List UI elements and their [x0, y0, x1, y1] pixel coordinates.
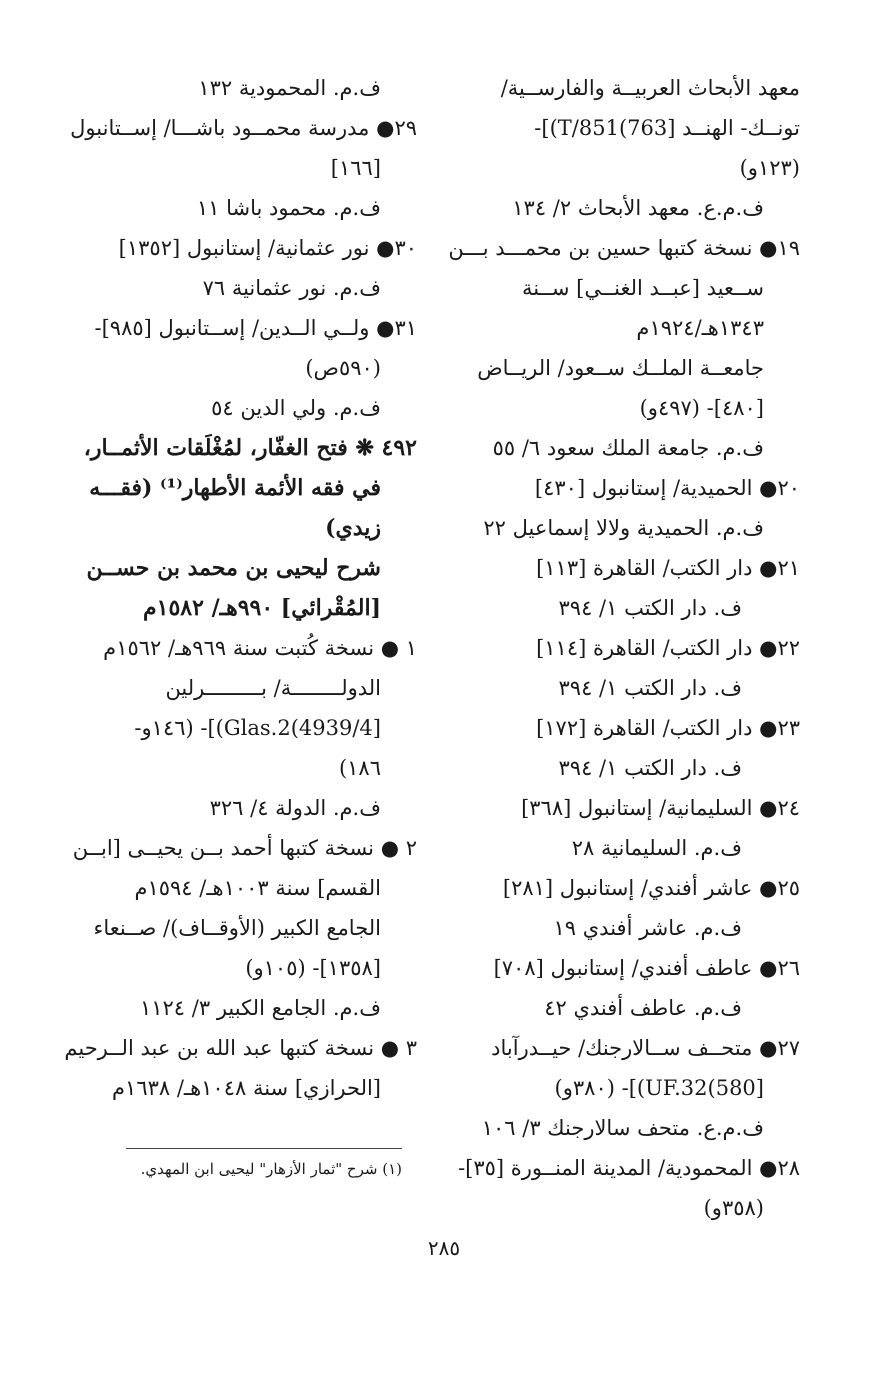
entry-line: معهد الأبحاث العربيــة والفارســية/ — [500, 76, 800, 100]
entry-line: ف.م. الحميدية ولالا إسماعيل ٢٢ — [483, 516, 764, 540]
entry-line: ١٩● نسخة كتبها حسين بن محمـــد بـــن — [448, 236, 800, 260]
entry-line: ف.م. محمود باشا ١١ — [196, 196, 381, 220]
entry-line: تونــك- الهنــد [763)T/851)]- — [534, 116, 800, 140]
entry-line: ٢ ● نسخة كتبها أحمد بــن يحيــى [ابــن — [72, 836, 417, 860]
entry-line: ١ ● نسخة كُتبت سنة ٩٦٩هـ/ ١٥٦٢م — [103, 636, 417, 660]
entry-line: ف.م.ع. متحف سالارجنك ٣/ ١٠٦ — [481, 1116, 764, 1140]
entry-line: ف.م. السليمانية ٢٨ — [571, 836, 742, 860]
entry-line: ف.م. المحمودية ١٣٢ — [198, 76, 381, 100]
entry-line: ف.م. عاطف أفندي ٤٢ — [544, 996, 742, 1020]
entry-line: [580)UF.32)]- (٣٨٠و) — [554, 1076, 764, 1100]
page-number: ٢٨٥ — [427, 1236, 461, 1260]
entry-line: (٣٥٨و) — [703, 1196, 764, 1220]
entry-line: الدولــــــــة/ بـــــــــرلين — [165, 676, 381, 700]
entry-title-line: في فقه الأئمة الأطهار⁽¹⁾ (فقـــه — [89, 475, 381, 501]
entry-line: ٣ ● نسخة كتبها عبد الله بن عبد الــرحيم — [64, 1036, 417, 1060]
entry-line: الجامع الكبير (الأوقــاف)/ صــنعاء — [93, 916, 381, 940]
entry-line: جامعــة الملــك ســعود/ الريــاض — [477, 356, 764, 380]
entry-line: ٢٦● عاطف أفندي/ إستانبول [٧٠٨] — [493, 956, 800, 980]
entry-line: ف.م. نور عثمانية ٧٦ — [202, 276, 381, 300]
entry-title-line: زيدي) — [325, 515, 381, 541]
left-column — [62, 68, 417, 1108]
entry-line: ٢٢● دار الكتب/ القاهرة [١١٤] — [536, 636, 800, 660]
entry-line: ٣١● ولــي الــدين/ إســتانبول [٩٨٥]- — [94, 316, 417, 340]
entry-line: [٤٨٠]- (٤٩٧و) — [639, 396, 764, 420]
entry-title-line: شرح ليحيى بن محمد بن حســن — [86, 555, 381, 581]
entry-line: القسم] سنة ١٠٠٣هـ/ ١٥٩٤م — [134, 876, 381, 900]
entry-line: [١٣٥٨]- (١٠٥و) — [245, 956, 381, 980]
footnote: (١) شرح "ثمار الأزهار" ليحيى ابن المهدي. — [140, 1160, 402, 1178]
entry-line: ١٨٦) — [338, 756, 381, 780]
entry-line: ٢٣● دار الكتب/ القاهرة [١٧٢] — [536, 716, 800, 740]
entry-line: ٢٥● عاشر أفندي/ إستانبول [٢٨١] — [502, 876, 800, 900]
entry-line: ٢٨● المحمودية/ المدينة المنــورة [٣٥]- — [458, 1156, 800, 1180]
entry-line: ٣٠● نور عثمانية/ إستانبول [١٣٥٢] — [118, 236, 417, 260]
entry-line: ٢٤● السليمانية/ إستانبول [٣٦٨] — [521, 796, 800, 820]
entry-title-line: ٤٩٢ ❋ فتح الغفّار، لمُغْلَقات الأثمــار، — [83, 435, 417, 461]
entry-line: ف.م. الدولة ٤/ ٣٢٦ — [209, 796, 381, 820]
entry-line: ف. دار الكتب ١/ ٣٩٤ — [558, 596, 742, 620]
entry-line: ١٣٤٣هـ/١٩٢٤م — [636, 316, 764, 340]
entry-line: ٢٩● مدرسة محمــود باشـــا/ إســتانبول — [70, 116, 417, 140]
entry-line: ف.م. ولي الدين ٥٤ — [211, 396, 381, 420]
entry-line: ف.م. الجامع الكبير ٣/ ١١٢٤ — [139, 996, 381, 1020]
entry-line: ٢٠● الحميدية/ إستانبول [٤٣٠] — [534, 476, 800, 500]
entry-line: [4939/4)Glas.2)]- (١٤٦و- — [134, 716, 381, 740]
right-column — [448, 68, 800, 1228]
entry-line: ٢١● دار الكتب/ القاهرة [١١٣] — [536, 556, 800, 580]
footnote-divider — [126, 1148, 402, 1149]
entry-title-line: [المُقْرائي] ٩٩٠هـ/ ١٥٨٢م — [143, 595, 381, 621]
entry-line: ســعيد [عبــد الغنــي] ســنة — [521, 276, 764, 300]
entry-line: (٥٩٠ص) — [305, 356, 381, 380]
entry-line: ٢٧● متحــف ســالارجنك/ حيــدرآباد — [491, 1036, 800, 1060]
entry-line: ف.م.ع. معهد الأبحاث ٢/ ١٣٤ — [512, 196, 764, 220]
entry-line: ف. دار الكتب ١/ ٣٩٤ — [558, 676, 742, 700]
entry-line: ف.م. عاشر أفندي ١٩ — [553, 916, 742, 940]
entry-line: [١٦٦] — [330, 156, 381, 180]
entry-line: ف. دار الكتب ١/ ٣٩٤ — [558, 756, 742, 780]
entry-line: (١٢٣و) — [739, 156, 800, 180]
entry-line: ف.م. جامعة الملك سعود ٦/ ٥٥ — [492, 436, 764, 460]
entry-line: [الحرازي] سنة ١٠٤٨هـ/ ١٦٣٨م — [112, 1076, 381, 1100]
